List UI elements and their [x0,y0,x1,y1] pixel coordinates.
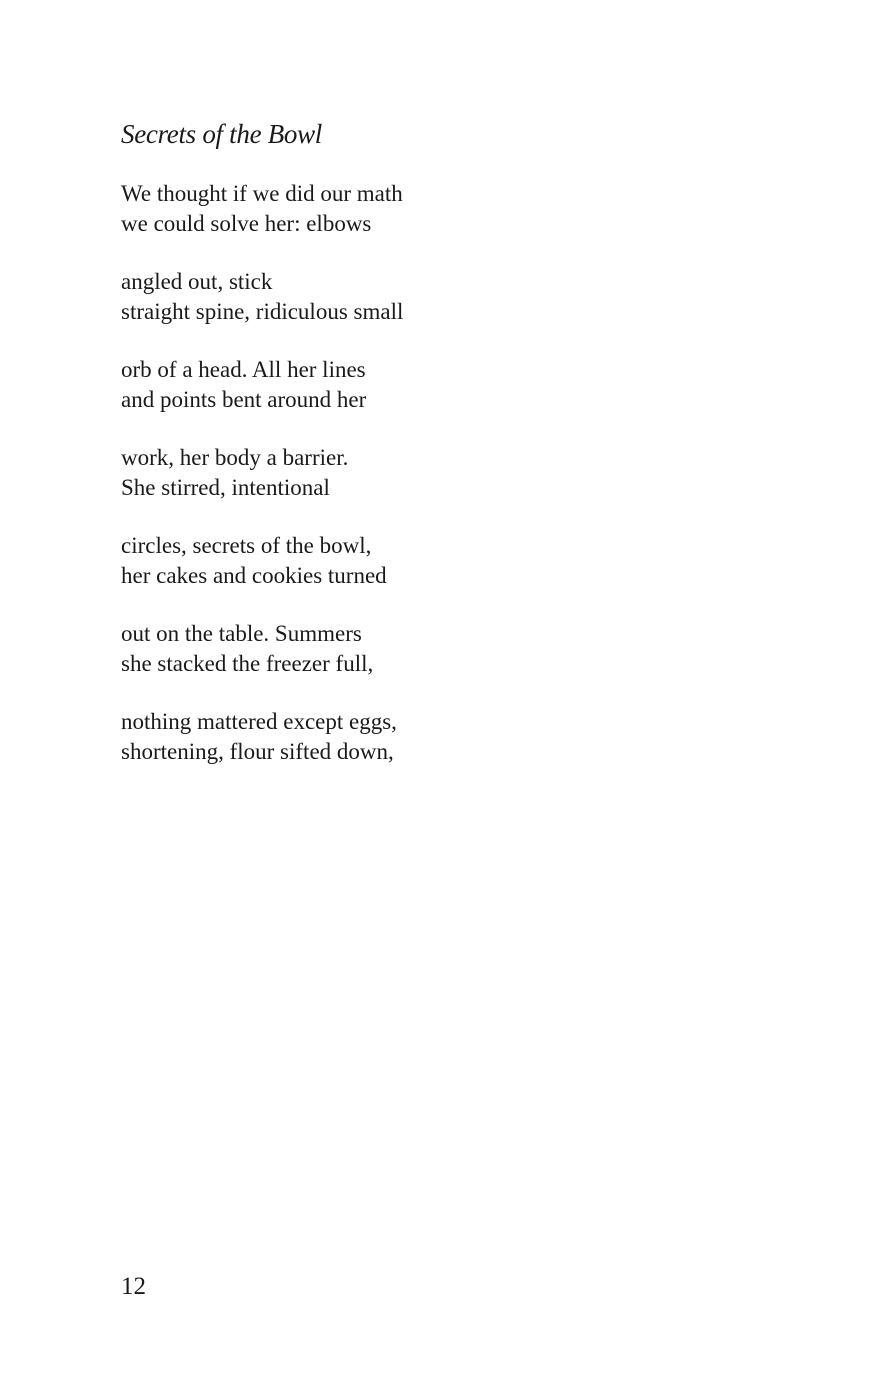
poem-line: and points bent around her [121,386,367,412]
poem-line: straight spine, ridiculous small [121,298,404,324]
stanza-7 [121,707,721,766]
poem-line: we could solve her: elbows [121,210,372,236]
stanza-3 [121,355,721,414]
poem-line: she stacked the freezer full, [121,650,374,676]
poem-line: angled out, stick [121,269,273,294]
page-number: 12 [121,1273,146,1300]
poem-line: out on the table. Summers [121,621,362,646]
stanza-1 [121,179,721,238]
stanza-4 [121,443,721,502]
poem-line: nothing mattered except eggs, [121,709,397,734]
poem-line: We thought if we did our math [121,181,403,206]
stanza-6 [121,619,721,678]
poem-line: orb of a head. All her lines [121,357,366,382]
poem-line: She stirred, intentional [121,474,330,500]
poem-line: shortening, flour sifted down, [121,738,394,764]
stanza-2 [121,267,721,326]
stanza-5 [121,531,721,590]
poem-title: Secrets of the Bowl [121,119,323,149]
poem-line: her cakes and cookies turned [121,562,387,588]
poem-line: work, her body a barrier. [121,445,349,470]
poem-body [121,179,721,795]
poem-line: circles, secrets of the bowl, [121,533,372,558]
